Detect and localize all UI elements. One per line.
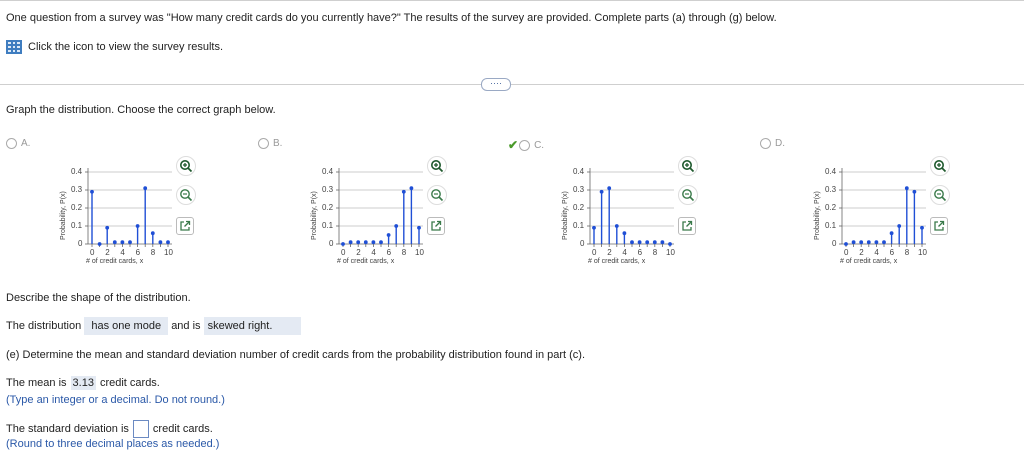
y-axis-label: Probability, P(x) xyxy=(562,191,569,240)
x-tick-label: 10 xyxy=(918,248,927,257)
data-point xyxy=(159,240,163,244)
y-tick-label: 0.1 xyxy=(71,221,83,230)
data-point xyxy=(349,240,353,244)
part-e-question: (e) Determine the mean and standard deviation number of credit cards from the probability distribution found in part (c). xyxy=(6,349,586,361)
radio-b[interactable] xyxy=(258,138,269,149)
sd-suffix: credit cards. xyxy=(152,423,213,435)
graph-panel-a xyxy=(56,152,296,277)
data-point xyxy=(121,240,125,244)
data-point xyxy=(859,240,863,244)
y-tick-label: 0 xyxy=(329,239,334,248)
data-point xyxy=(897,224,901,228)
graph-panel-d xyxy=(810,152,1024,277)
option-b-label: B. xyxy=(273,138,283,149)
shape-prompt: Describe the shape of the distribution. xyxy=(6,292,191,304)
x-tick-label: 2 xyxy=(607,248,612,257)
x-tick-label: 4 xyxy=(120,248,125,257)
zoom-out-icon[interactable] xyxy=(176,185,196,205)
x-tick-label: 2 xyxy=(859,248,864,257)
desc-prefix: The distribution xyxy=(6,320,82,332)
x-axis-label: # of credit cards, x xyxy=(588,258,646,265)
x-axis-label: # of credit cards, x xyxy=(337,258,395,265)
data-point xyxy=(372,240,376,244)
shape-description xyxy=(6,317,301,335)
view-link-label: Click the icon to view the survey results. xyxy=(28,41,224,53)
x-tick-label: 10 xyxy=(666,248,675,257)
y-tick-label: 0.2 xyxy=(825,203,837,212)
x-tick-label: 6 xyxy=(135,248,141,257)
x-tick-label: 0 xyxy=(90,248,95,257)
popout-icon[interactable] xyxy=(176,217,194,235)
y-tick-label: 0.1 xyxy=(322,221,334,230)
data-point xyxy=(410,186,414,190)
data-point xyxy=(905,186,909,190)
y-tick-label: 0.3 xyxy=(573,185,585,194)
y-tick-label: 0.1 xyxy=(573,221,585,230)
data-point xyxy=(615,224,619,228)
zoom-out-icon[interactable] xyxy=(678,185,698,205)
radio-d[interactable] xyxy=(760,138,771,149)
option-a-label: A. xyxy=(21,138,31,149)
x-tick-label: 6 xyxy=(889,248,895,257)
data-point xyxy=(623,231,627,235)
sd-hint: (Round to three decimal places as needed.) xyxy=(6,438,220,450)
radio-c[interactable] xyxy=(519,140,530,151)
graph-panel-c xyxy=(558,152,798,277)
y-axis-label: Probability, P(x) xyxy=(60,191,67,240)
option-b[interactable] xyxy=(258,138,282,149)
data-point xyxy=(113,240,117,244)
mode-dropdown-value: has one mode xyxy=(91,320,162,332)
y-tick-label: 0.2 xyxy=(71,203,83,212)
x-tick-label: 0 xyxy=(592,248,597,257)
x-tick-label: 2 xyxy=(105,248,110,257)
data-point xyxy=(387,233,391,237)
y-tick-label: 0 xyxy=(580,239,585,248)
y-tick-label: 0.2 xyxy=(573,203,585,212)
table-icon[interactable] xyxy=(6,40,22,54)
sd-line xyxy=(6,420,213,438)
mode-dropdown[interactable] xyxy=(84,317,168,335)
y-tick-label: 0.4 xyxy=(825,167,837,176)
x-tick-label: 2 xyxy=(356,248,361,257)
zoom-in-icon[interactable] xyxy=(930,156,950,176)
data-point xyxy=(638,240,642,244)
x-tick-label: 4 xyxy=(622,248,627,257)
data-point xyxy=(920,226,924,230)
data-point xyxy=(166,240,170,244)
sd-input[interactable] xyxy=(133,420,149,438)
y-tick-label: 0.4 xyxy=(322,167,334,176)
data-point xyxy=(90,190,94,194)
data-point xyxy=(592,226,596,230)
data-point xyxy=(890,231,894,235)
x-tick-label: 0 xyxy=(341,248,346,257)
section-divider xyxy=(0,84,1024,85)
zoom-in-icon[interactable] xyxy=(176,156,196,176)
data-point xyxy=(417,226,421,230)
option-c[interactable] xyxy=(508,138,544,152)
data-point xyxy=(645,240,649,244)
check-icon: ✔ xyxy=(508,138,519,152)
data-point xyxy=(364,240,368,244)
data-point xyxy=(143,186,147,190)
popout-icon[interactable] xyxy=(678,217,696,235)
question-text: One question from a survey was "How many credit cards do you currently have?" The results of the survey are provided. Complete parts (a) through (g) below. xyxy=(6,12,777,24)
data-point xyxy=(913,190,917,194)
data-point xyxy=(852,240,856,244)
y-tick-label: 0.4 xyxy=(573,167,585,176)
skew-dropdown-value: skewed right. xyxy=(207,320,273,332)
option-c-label: C. xyxy=(534,139,545,151)
top-border xyxy=(0,0,1024,1)
sd-prefix: The standard deviation is xyxy=(6,423,129,435)
x-tick-label: 4 xyxy=(874,248,879,257)
y-tick-label: 0.3 xyxy=(322,185,334,194)
x-tick-label: 4 xyxy=(371,248,376,257)
y-tick-label: 0.1 xyxy=(825,221,837,230)
data-point xyxy=(875,240,879,244)
data-point xyxy=(867,240,871,244)
x-tick-label: 8 xyxy=(904,248,910,257)
x-tick-label: 8 xyxy=(652,248,658,257)
graph-prompt: Graph the distribution. Choose the correct graph below. xyxy=(6,104,276,116)
data-point xyxy=(98,242,102,246)
x-axis-label: # of credit cards, x xyxy=(86,258,144,265)
zoom-in-icon[interactable] xyxy=(427,156,447,176)
x-tick-label: 8 xyxy=(150,248,156,257)
mean-hint: (Type an integer or a decimal. Do not round.) xyxy=(6,394,225,406)
x-tick-label: 6 xyxy=(386,248,392,257)
mean-input[interactable]: 3.13 xyxy=(72,377,94,389)
option-d[interactable] xyxy=(760,138,785,149)
mean-prefix: The mean is xyxy=(6,377,67,389)
data-point xyxy=(151,231,155,235)
data-point xyxy=(661,240,665,244)
data-point xyxy=(653,240,657,244)
option-d-label: D. xyxy=(775,138,785,149)
zoom-in-icon[interactable] xyxy=(678,156,698,176)
option-a[interactable] xyxy=(6,138,30,149)
data-point xyxy=(402,190,406,194)
y-tick-label: 0.4 xyxy=(71,167,83,176)
y-axis-label: Probability, P(x) xyxy=(814,191,821,240)
popout-icon[interactable] xyxy=(427,217,445,235)
mean-line xyxy=(6,376,160,390)
data-point xyxy=(128,240,132,244)
x-tick-label: 0 xyxy=(844,248,849,257)
data-point xyxy=(379,240,383,244)
y-tick-label: 0 xyxy=(78,239,83,248)
x-axis-label: # of credit cards, x xyxy=(840,258,898,265)
expand-more-button[interactable]: ···· xyxy=(481,78,511,91)
skew-dropdown[interactable] xyxy=(204,317,301,335)
data-point xyxy=(844,242,848,246)
data-point xyxy=(136,224,140,228)
data-point xyxy=(607,186,611,190)
data-point xyxy=(341,242,345,246)
x-tick-label: 10 xyxy=(164,248,173,257)
y-tick-label: 0.3 xyxy=(825,185,837,194)
x-tick-label: 6 xyxy=(637,248,643,257)
y-tick-label: 0.2 xyxy=(322,203,334,212)
data-point xyxy=(105,226,109,230)
data-point xyxy=(630,240,634,244)
x-tick-label: 10 xyxy=(415,248,424,257)
popout-icon[interactable] xyxy=(930,217,948,235)
zoom-out-icon[interactable] xyxy=(930,185,950,205)
y-tick-label: 0.3 xyxy=(71,185,83,194)
data-point xyxy=(600,190,604,194)
radio-a[interactable] xyxy=(6,138,17,149)
y-tick-label: 0 xyxy=(832,239,837,248)
x-tick-label: 8 xyxy=(401,248,407,257)
data-point xyxy=(394,224,398,228)
view-survey-results-link[interactable] xyxy=(6,40,223,54)
data-point xyxy=(668,242,672,246)
mean-suffix: credit cards. xyxy=(99,377,160,389)
zoom-out-icon[interactable] xyxy=(427,185,447,205)
desc-mid: and is xyxy=(171,320,201,332)
data-point xyxy=(882,240,886,244)
data-point xyxy=(356,240,360,244)
graph-panel-b xyxy=(307,152,547,277)
y-axis-label: Probability, P(x) xyxy=(311,191,318,240)
